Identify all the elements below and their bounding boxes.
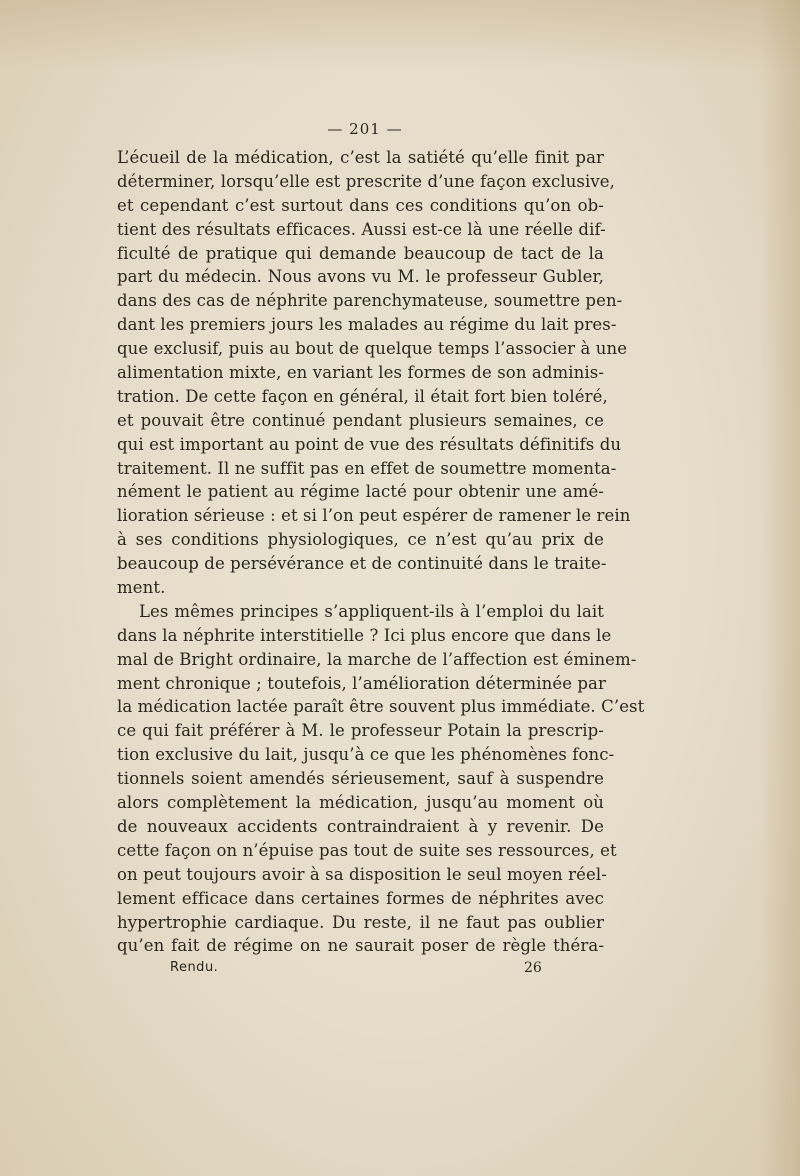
- page-top-stain: [0, 0, 800, 70]
- text-line: dans des cas de néphrite parenchymateuse, soumettre pen-: [117, 291, 623, 311]
- text-line: alimentation mixte, en variant les formes de son adminis-: [117, 363, 604, 383]
- sheet-number: 26: [524, 960, 542, 976]
- text-line: tion exclusive du lait, jusqu’à ce que les phénomènes fonc-: [117, 745, 615, 765]
- text-line: dans la néphrite interstitielle ? Ici plus encore que dans le: [117, 625, 612, 645]
- page-number-header: — 201 —: [327, 120, 403, 138]
- text-line: tration. De cette façon en général, il était fort bien toléré,: [117, 386, 608, 406]
- text-line: cette façon on n’épuise pas tout de suite ses ressources, et: [117, 840, 617, 860]
- text-line: que exclusif, puis au bout de quelque temps l’associer à une: [117, 339, 628, 359]
- text-line: dant les premiers jours les malades au régime du lait pres-: [117, 315, 617, 335]
- text-line: la médication lactée paraît être souvent plus immédiate. C’est: [117, 697, 645, 717]
- page-right-stain: [760, 0, 800, 1176]
- text-line: déterminer, lorsqu’elle est prescrite d’une façon exclusive,: [117, 171, 616, 191]
- text-line: hypertrophie cardiaque. Du reste, il ne faut pas oublier: [117, 912, 604, 932]
- text-line: lement efficace dans certaines formes de néphrites avec: [117, 888, 604, 908]
- text-line: on peut toujours avoir à sa disposition le seul moyen réel-: [117, 864, 607, 884]
- text-line: lioration sérieuse : et si l’on peut espérer de ramener le rein: [117, 506, 631, 526]
- text-line: mal de Bright ordinaire, la marche de l’affection est éminem-: [117, 649, 637, 669]
- text-line: qu’en fait de régime on ne saurait poser de règle théra-: [117, 936, 604, 956]
- text-line: ment.: [117, 578, 166, 598]
- text-line: beaucoup de persévérance et de continuité dans le traite-: [117, 554, 607, 574]
- text-line: tionnels soient amendés sérieusement, sauf à suspendre: [117, 769, 604, 789]
- page-footer: [170, 960, 570, 982]
- text-line: L’écueil de la médication, c’est la satiété qu’elle finit par: [117, 148, 604, 167]
- text-line: qui est important au point de vue des résultats définitifs du: [117, 434, 622, 454]
- text-line: Les mêmes principes s’appliquent-ils à l’emploi du lait: [139, 601, 604, 621]
- text-line: de nouveaux accidents contraindraient à y revenir. De: [117, 816, 604, 836]
- paragraph: [117, 600, 645, 958]
- text-line: et cependant c’est surtout dans ces conditions qu’on ob-: [117, 195, 604, 215]
- text-line: et pouvait être continué pendant plusieurs semaines, ce: [117, 410, 604, 430]
- text-line: ficulté de pratique qui demande beaucoup de tact de la: [117, 243, 604, 263]
- signature-mark: Rendu.: [170, 960, 219, 975]
- text-line: à ses conditions physiologiques, ce n’est qu’au prix de: [117, 530, 604, 550]
- text-line: tient des résultats efficaces. Aussi est-ce là une réelle dif-: [117, 219, 606, 239]
- text-line: ce qui fait préférer à M. le professeur Potain la prescrip-: [117, 721, 604, 741]
- body-text: [117, 146, 645, 958]
- text-line: nément le patient au régime lacté pour obtenir une amé-: [117, 482, 604, 502]
- text-line: alors complètement la médication, jusqu’au moment où: [117, 793, 604, 813]
- paragraph: [117, 146, 631, 600]
- text-line: part du médecin. Nous avons vu M. le professeur Gubler,: [117, 267, 604, 287]
- text-line: traitement. Il ne suffit pas en effet de soumettre momenta-: [117, 458, 617, 478]
- text-line: ment chronique ; toutefois, l’amélioration déterminée par: [117, 673, 606, 693]
